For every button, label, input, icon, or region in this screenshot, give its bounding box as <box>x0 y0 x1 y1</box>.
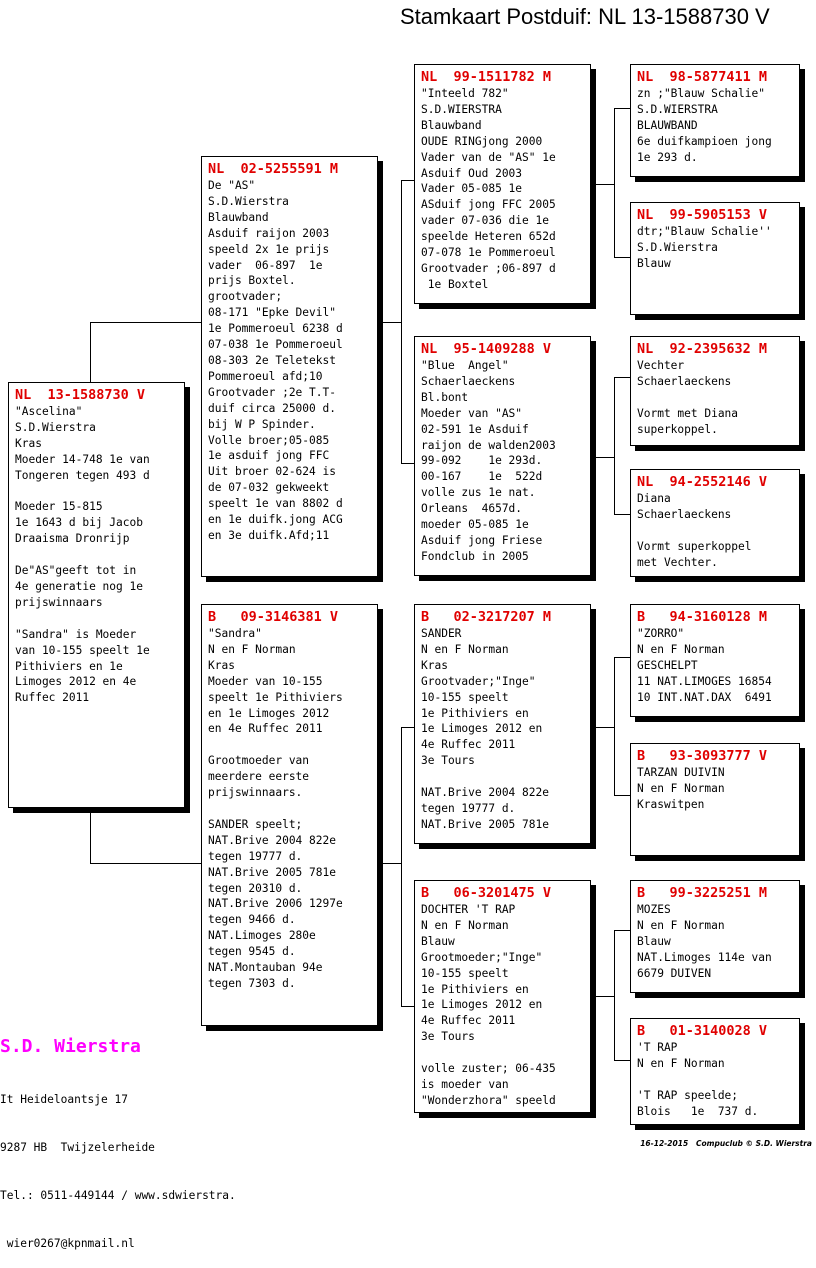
pigeon-info <box>637 902 793 982</box>
connector-line <box>596 996 614 997</box>
info-line: TARZAN DUIVIN <box>637 766 725 779</box>
info-line: 1e 293 d. <box>637 150 698 164</box>
info-line: GESCHELPT <box>637 658 698 672</box>
ring-number: B 01-3140028 V <box>637 1023 768 1039</box>
info-line: Asduif jong Friese <box>421 533 543 547</box>
info-line: Asduif Oud 2003 <box>421 166 523 180</box>
great-grandparent-card <box>630 64 800 177</box>
info-line: Tongeren tegen 493 d <box>15 468 150 482</box>
info-line <box>421 1045 584 1061</box>
info-line: 1e asduif jong FFC <box>208 449 330 463</box>
info-line: "Sandra" is Moeder <box>15 627 137 641</box>
ring-number: B 09-3146381 V <box>208 609 339 625</box>
owner-address <box>0 1060 236 1268</box>
info-line: vader 07-036 die 1e <box>421 214 549 228</box>
info-line: Limoges 2012 en 4e <box>15 675 137 689</box>
connector-line <box>614 930 615 1060</box>
owner-name: S.D. Wierstra <box>0 1036 141 1057</box>
info-line: Schaerlaeckens <box>637 507 732 521</box>
great-grandparent-card <box>630 469 800 577</box>
info-line: Grootmoeder;"Inge" <box>421 950 543 964</box>
connector-line <box>90 322 204 323</box>
connector-line <box>614 108 615 257</box>
ring-number: B 06-3201475 V <box>421 885 552 901</box>
ring-number: NL 92-2395632 M <box>637 341 768 357</box>
ring-number: NL 13-1588730 V <box>15 387 146 403</box>
connector-line <box>596 727 614 728</box>
info-line: tegen 9466 d. <box>208 913 296 927</box>
page-title: Stamkaart Postduif: NL 13-1588730 V <box>400 4 770 29</box>
info-line: Volle broer;05-085 <box>208 433 330 447</box>
pigeon-info <box>208 178 371 544</box>
info-line: 6e duifkampioen jong <box>637 134 772 148</box>
info-line: S.D.Wierstra <box>208 194 289 208</box>
info-line: ASduif jong FFC 2005 <box>421 198 556 212</box>
info-line: raijon de walden2003 <box>421 438 556 452</box>
info-line: Kras <box>208 658 235 672</box>
info-line: Vormt met Diana <box>637 406 739 420</box>
ring-number: NL 98-5877411 M <box>637 69 768 85</box>
info-line: Grootmoeder van <box>208 754 310 768</box>
info-line: OUDE RINGjong 2000 <box>421 134 543 148</box>
ring-number: B 94-3160128 M <box>637 609 768 625</box>
info-line: 02-591 1e Asduif <box>421 422 529 436</box>
info-line: "Wonderzhora" speeld <box>421 1093 556 1107</box>
info-line: van 10-155 speelt 1e <box>15 643 150 657</box>
info-line: 1e Limoges 2012 en <box>421 722 543 736</box>
info-line: Kras <box>421 658 448 672</box>
info-line: 6679 DUIVEN <box>637 966 712 980</box>
info-line: N en F Norman <box>637 642 725 656</box>
info-line: N en F Norman <box>421 642 509 656</box>
ring-number: B 99-3225251 M <box>637 885 768 901</box>
ring-number: NL 94-2552146 V <box>637 474 768 490</box>
ring-number: NL 95-1409288 V <box>421 341 552 357</box>
info-line: zn ;"Blauw Schalie" <box>637 87 765 100</box>
info-line: "ZORRO" <box>637 627 685 640</box>
info-line: en 1e duifk.jong ACG <box>208 513 343 527</box>
pigeon-info <box>637 224 793 272</box>
info-line: N en F Norman <box>637 781 725 795</box>
info-line: 1e 1643 d bij Jacob <box>15 516 143 530</box>
info-line: Draaisma Dronrijp <box>15 532 130 546</box>
info-line: SANDER <box>421 627 462 640</box>
subject-pigeon-card <box>8 382 185 808</box>
connector-line <box>596 457 614 458</box>
pigeon-info <box>637 1040 793 1120</box>
pigeon-info <box>637 626 793 706</box>
pigeon-info <box>15 404 178 706</box>
info-line: NAT.Brive 2005 781e <box>208 865 336 879</box>
info-line: NAT.Brive 2006 1297e <box>208 897 343 911</box>
ring-number: B 93-3093777 V <box>637 748 768 764</box>
address-line: It Heideloantsje 17 <box>0 1093 128 1106</box>
info-line <box>15 547 178 563</box>
great-grandparent-card <box>630 202 800 315</box>
info-line: prijs Boxtel. <box>208 274 296 288</box>
ring-number: NL 99-1511782 M <box>421 69 552 85</box>
info-line: speelde Heteren 652d <box>421 230 556 244</box>
great-grandparent-card <box>630 743 800 856</box>
info-line: volle zus 1e nat. <box>421 486 536 500</box>
info-line: Bl.bont <box>421 390 469 404</box>
pigeon-info <box>637 491 793 571</box>
info-line: S.D.WIERSTRA <box>637 102 718 116</box>
info-line: "Sandra" <box>208 627 262 640</box>
info-line: 99-092 1e 293d. <box>421 454 543 468</box>
pigeon-info <box>637 86 793 166</box>
info-line: NAT.Brive 2004 822e <box>421 786 549 800</box>
pigeon-info <box>208 626 371 992</box>
info-line: Blauwband <box>208 210 269 224</box>
connector-line <box>90 863 204 864</box>
connector-line <box>90 322 91 384</box>
info-line: Uit broer 02-624 is <box>208 465 336 479</box>
connector-line <box>614 377 615 514</box>
connector-line <box>401 727 402 1006</box>
info-line: 'T RAP speelde; <box>637 1088 739 1102</box>
address-line: 9287 HB Twijzelerheide <box>0 1141 155 1154</box>
connector-line <box>90 812 91 863</box>
great-grandparent-card <box>630 1018 800 1125</box>
info-line: N en F Norman <box>208 642 296 656</box>
info-line: Ruffec 2011 <box>15 691 90 705</box>
great-grandparent-card <box>630 880 800 993</box>
info-line <box>15 484 178 500</box>
info-line: Blois 1e 737 d. <box>637 1104 759 1118</box>
info-line: S.D.Wierstra <box>15 420 96 434</box>
info-line: 4e generatie nog 1e <box>15 579 143 593</box>
info-line <box>637 523 793 539</box>
info-line: N en F Norman <box>421 918 509 932</box>
connector-line <box>383 322 401 323</box>
info-line: Moeder van 10-155 <box>208 674 323 688</box>
pigeon-info <box>637 765 793 813</box>
info-line: 10-155 speelt <box>421 690 509 704</box>
great-grandparent-card <box>630 604 800 717</box>
info-line: Schaerlaeckens <box>637 374 732 388</box>
info-line: NAT.Brive 2005 781e <box>421 817 549 831</box>
ring-number: NL 02-5255591 M <box>208 161 339 177</box>
info-line: 08-303 2e Teletekst <box>208 353 336 367</box>
info-line: Blauwband <box>421 118 482 132</box>
info-line <box>208 801 371 817</box>
info-line: Kraswitpen <box>637 797 705 811</box>
info-line: Pithiviers en 1e <box>15 659 123 673</box>
info-line: De "AS" <box>208 179 256 192</box>
info-line: tegen 7303 d. <box>208 976 296 990</box>
info-line: volle zuster; 06-435 <box>421 1062 556 1076</box>
info-line: 1e Pithiviers en <box>421 706 529 720</box>
info-line: en 4e Ruffec 2011 <box>208 722 323 736</box>
info-line: vader 06-897 1e <box>208 258 323 272</box>
info-line: Blauw <box>637 934 671 948</box>
pigeon-info <box>421 358 584 565</box>
great-grandparent-card <box>630 336 800 446</box>
info-line: Schaerlaeckens <box>421 374 516 388</box>
info-line: moeder 05-085 1e <box>421 518 529 532</box>
info-line: speeld 2x 1e prijs <box>208 242 330 256</box>
info-line: tegen 19777 d. <box>208 849 303 863</box>
info-line: 00-167 1e 522d <box>421 470 543 484</box>
contact-line[interactable]: Tel.: 0511-449144 / www.sdwierstra. <box>0 1189 236 1202</box>
info-line: SANDER speelt; <box>208 817 303 831</box>
info-line: Blauw <box>421 934 455 948</box>
info-line: Moeder van "AS" <box>421 406 523 420</box>
pigeon-info <box>637 358 793 438</box>
info-line: prijswinnaars <box>15 595 103 609</box>
info-line: en 3e duifk.Afd;11 <box>208 528 330 542</box>
info-line <box>637 390 793 406</box>
info-line: tegen 9545 d. <box>208 945 296 959</box>
info-line: speelt 1e Pithiviers <box>208 690 343 704</box>
info-line: prijswinnaars. <box>208 786 303 800</box>
paternal-grandmother-card <box>414 336 591 576</box>
connector-line <box>596 184 614 185</box>
info-line: dtr;"Blauw Schalie'' <box>637 225 772 238</box>
info-line: Fondclub in 2005 <box>421 549 529 563</box>
info-line: 1e Boxtel <box>421 277 489 291</box>
info-line: 10-155 speelt <box>421 966 509 980</box>
info-line: 3e Tours <box>421 1030 475 1044</box>
paternal-grandfather-card <box>414 64 591 304</box>
info-line: Vechter <box>637 359 685 372</box>
info-line: MOZES <box>637 903 671 916</box>
info-line: Diana <box>637 492 671 505</box>
info-line: en 1e Limoges 2012 <box>208 706 330 720</box>
info-line: 1e Pommeroeul 6238 d <box>208 322 343 336</box>
info-line: Vader van de "AS" 1e <box>421 150 556 164</box>
info-line: speelt 1e van 8802 d <box>208 497 343 511</box>
info-line: tegen 20310 d. <box>208 881 303 895</box>
info-line <box>208 737 371 753</box>
info-line: "Blue Angel" <box>421 359 509 372</box>
info-line: NAT.Brive 2004 822e <box>208 833 336 847</box>
info-line <box>421 769 584 785</box>
info-line <box>637 1072 793 1088</box>
mother-card <box>201 604 378 1026</box>
info-line: De"AS"geeft tot in <box>15 564 137 578</box>
info-line <box>15 611 178 627</box>
info-line: Grootvader ;06-897 d <box>421 261 556 275</box>
pigeon-info <box>421 86 584 293</box>
info-line: bij W P Spinder. <box>208 417 316 431</box>
maternal-grandmother-card <box>414 880 591 1113</box>
info-line: 08-171 "Epke Devil" <box>208 306 336 320</box>
info-line: met Vechter. <box>637 555 718 569</box>
info-line: 07-038 1e Pommeroeul <box>208 338 343 352</box>
pigeon-info <box>421 902 584 1109</box>
pigeon-info <box>421 626 584 833</box>
info-line: NAT.Limoges 114e van <box>637 950 772 964</box>
info-line: superkoppel. <box>637 422 718 436</box>
info-line: grootvader; <box>208 290 283 304</box>
info-line: NAT.Montauban 94e <box>208 961 323 975</box>
info-line: Vader 05-085 1e <box>421 182 523 196</box>
info-line: Grootvader ;2e T.T- <box>208 385 336 399</box>
info-line: Blauw <box>637 256 671 270</box>
maternal-grandfather-card <box>414 604 591 844</box>
ring-number: NL 99-5905153 V <box>637 207 768 223</box>
info-line: NAT.Limoges 280e <box>208 929 316 943</box>
info-line: "Ascelina" <box>15 405 83 418</box>
connector-line <box>401 180 402 463</box>
info-line: DOCHTER 'T RAP <box>421 903 516 916</box>
connector-line <box>614 657 615 795</box>
connector-line <box>383 863 401 864</box>
info-line: Asduif raijon 2003 <box>208 226 330 240</box>
info-line: S.D.Wierstra <box>637 240 718 254</box>
info-line: Moeder 14-748 1e van <box>15 452 150 466</box>
footer-credit: 16-12-2015 Compuclub © S.D. Wierstra <box>640 1139 812 1148</box>
info-line: 1e Limoges 2012 en <box>421 998 543 1012</box>
ring-number: B 02-3217207 M <box>421 609 552 625</box>
info-line: BLAUWBAND <box>637 118 698 132</box>
info-line: Moeder 15-815 <box>15 500 103 514</box>
info-line: Pommeroeul afd;10 <box>208 369 323 383</box>
email-line[interactable]: wier0267@kpnmail.nl <box>0 1237 135 1250</box>
info-line: 4e Ruffec 2011 <box>421 738 516 752</box>
info-line: S.D.WIERSTRA <box>421 102 502 116</box>
info-line: Vormt superkoppel <box>637 539 752 553</box>
info-line: meerdere eerste <box>208 770 310 784</box>
info-line: duif circa 25000 d. <box>208 401 336 415</box>
info-line: N en F Norman <box>637 1056 725 1070</box>
info-line: N en F Norman <box>637 918 725 932</box>
info-line: is moeder van <box>421 1077 509 1091</box>
info-line: Kras <box>15 436 42 450</box>
info-line: 10 INT.NAT.DAX 6491 <box>637 690 772 704</box>
info-line: Orleans 4657d. <box>421 502 523 516</box>
info-line: de 07-032 gekweekt <box>208 481 330 495</box>
info-line: 'T RAP <box>637 1041 678 1054</box>
father-card <box>201 156 378 577</box>
info-line: Grootvader;"Inge" <box>421 674 536 688</box>
info-line: 1e Pithiviers en <box>421 982 529 996</box>
info-line: tegen 19777 d. <box>421 801 516 815</box>
info-line: "Inteeld 782" <box>421 87 509 100</box>
info-line: 11 NAT.LIMOGES 16854 <box>637 674 772 688</box>
info-line: 4e Ruffec 2011 <box>421 1014 516 1028</box>
info-line: 07-078 1e Pommeroeul <box>421 246 556 260</box>
info-line: 3e Tours <box>421 754 475 768</box>
